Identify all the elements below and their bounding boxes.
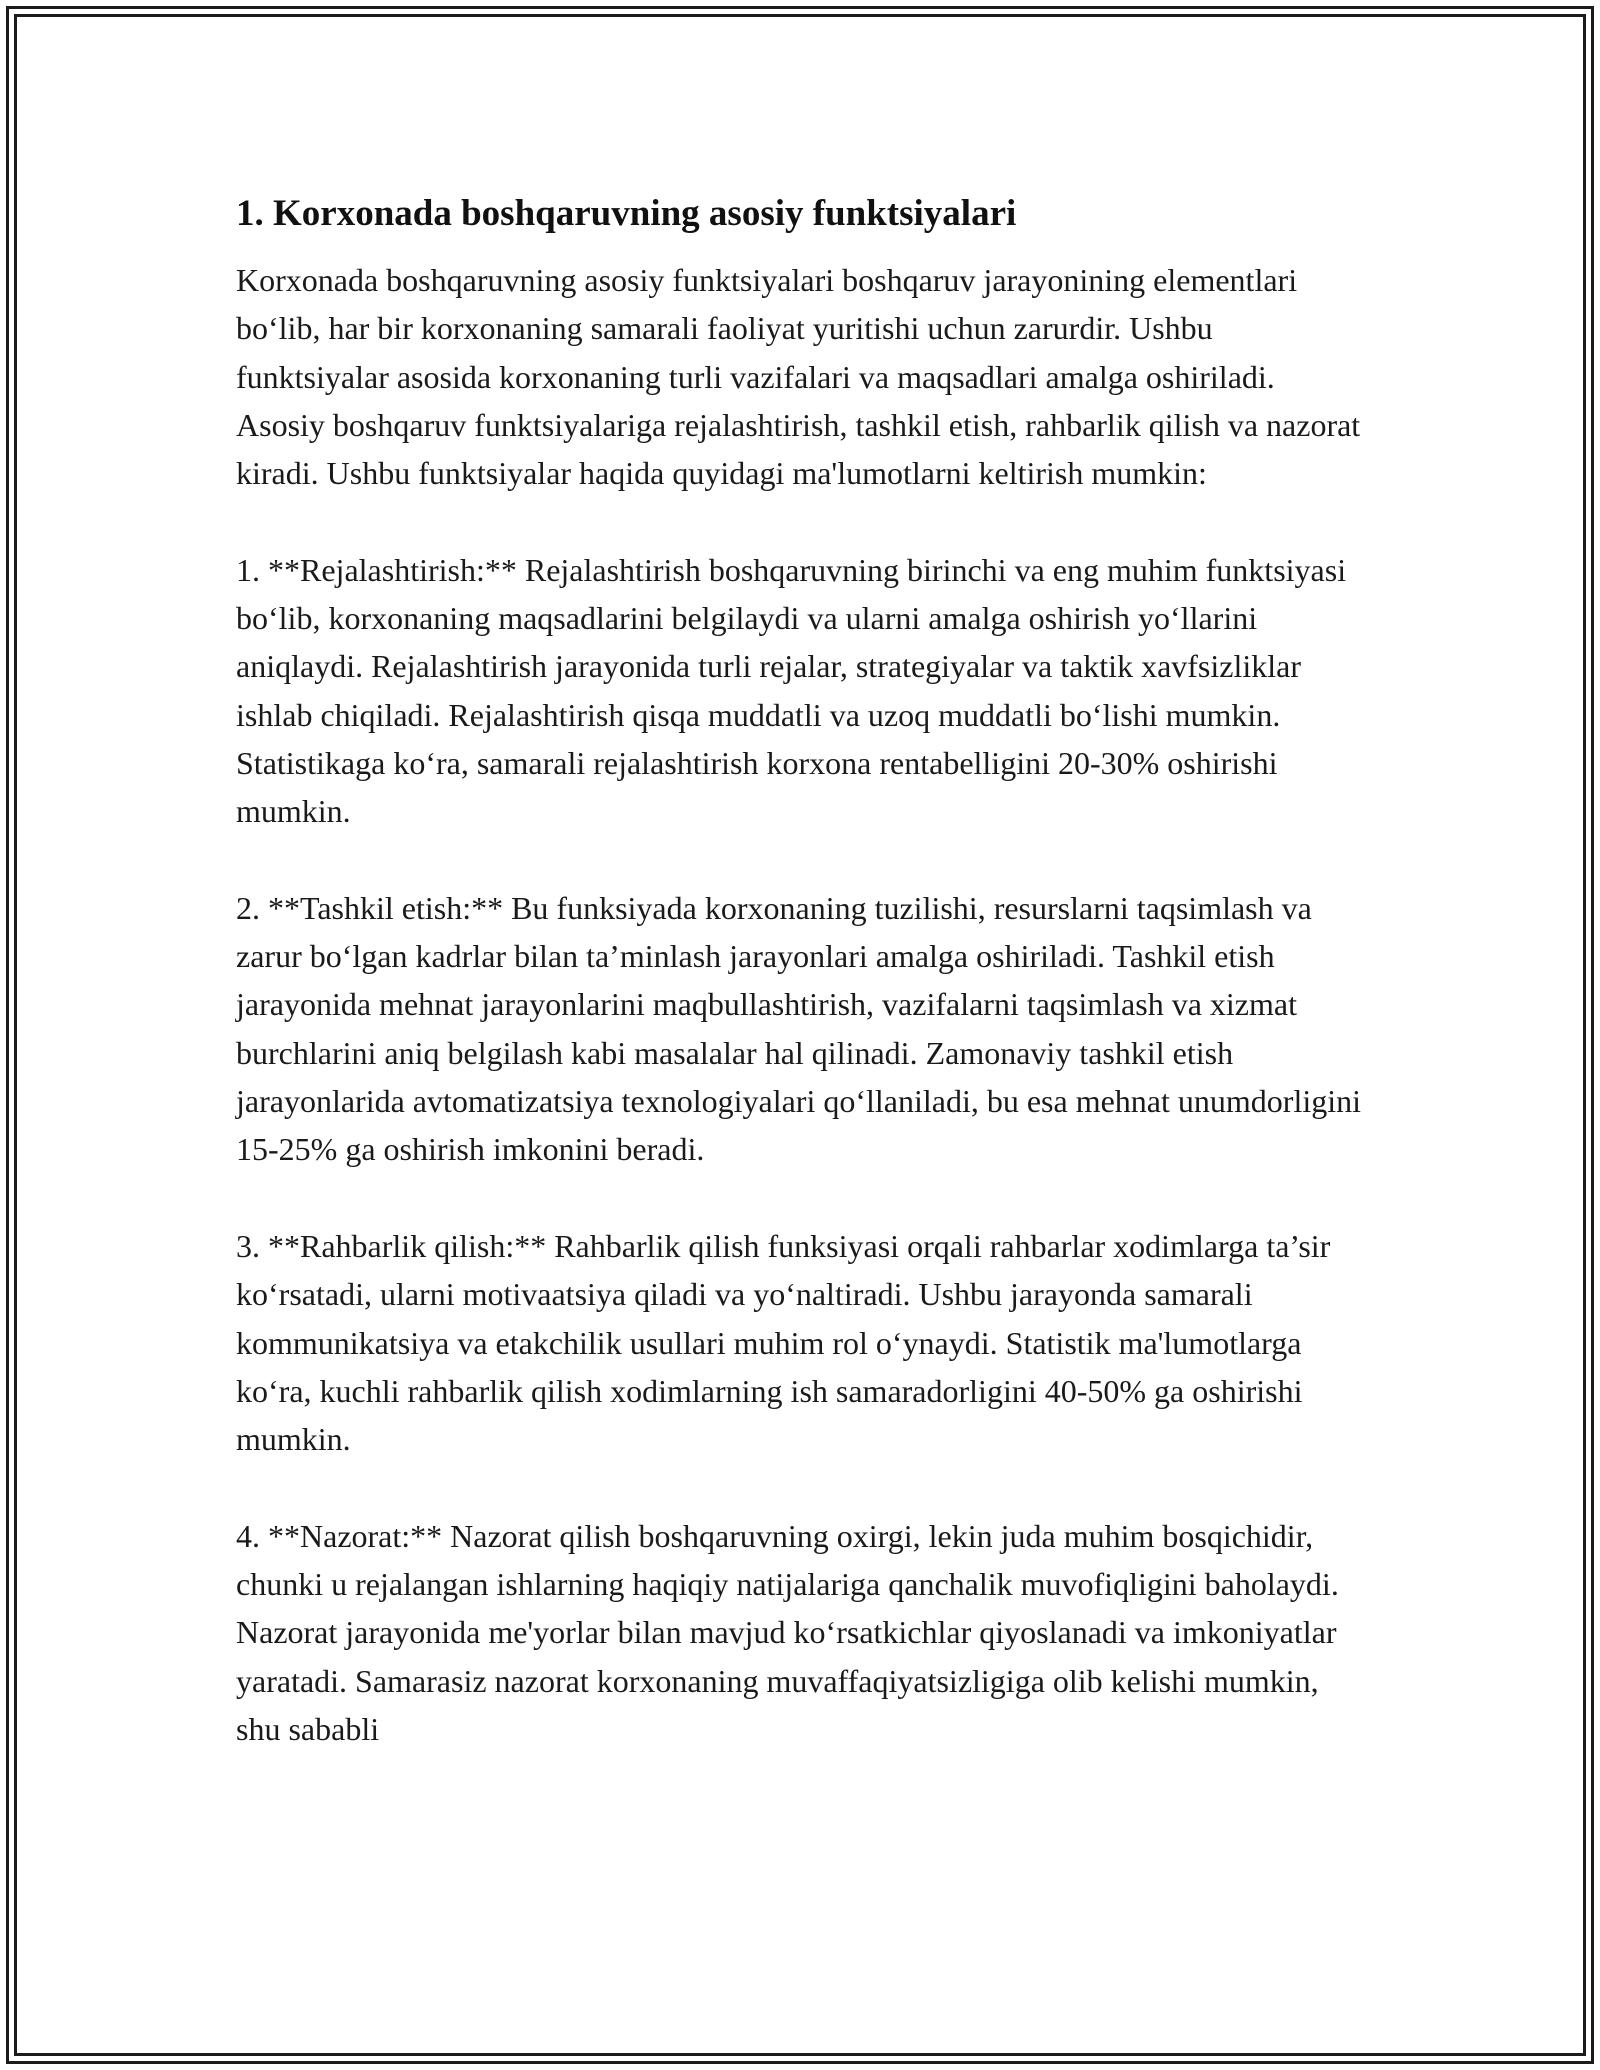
section-heading: 1. Korxonada boshqaruvning asosiy funktsiyalari (236, 193, 1017, 234)
organizing-paragraph: 2. **Tashkil etish:** Bu funksiyada korxonaning tuzilishi, resurslarni taqsimlash va zarur bo‘lgan kadrlar bilan ta’minlash jarayonlari amalga oshiriladi. Tashkil etish jarayonida mehnat jarayonlarini maqbullashtirish, vazifalarni taqsimlash va xizmat burchlarini aniq belgilash kabi masalalar hal qilinadi. Zamonaviy tashkil etish jarayonlarida avtomatizatsiya texnologiyalari qo‘llaniladi, bu esa mehnat unumdorligini 15-25% ga oshirish imkonini beradi. (236, 889, 1361, 1168)
planning-paragraph: 1. **Rejalashtirish:** Rejalashtirish boshqaruvning birinchi va eng muhim funktsiyasi bo‘lib, korxonaning maqsadlarini belgilaydi va ularni amalga oshirish yo‘llarini aniqlaydi. Rejalashtirish jarayonida turli rejalar, strategiyalar va taktik xavfsizliklar ishlab chiqiladi. Rejalashtirish qisqa muddatli va uzoq muddatli bo‘lishi mumkin. Statistikaga ko‘ra, samarali rejalashtirish korxona rentabelligini 20-30% oshirishi mumkin. (236, 551, 1347, 830)
document-body (236, 186, 1366, 1753)
intro-paragraph: Korxonada boshqaruvning asosiy funktsiyalari boshqaruv jarayonining elementlari bo‘lib, har bir korxonaning samarali faoliyat yuritishi uchun zarurdir. Ushbu funktsiyalar asosida korxonaning turli vazifalari va maqsadlari amalga oshiriladi. Asosiy boshqaruv funktsiyalariga rejalashtirish, tashkil etish, rahbarlik qilish va nazorat kiradi. Ushbu funktsiyalar haqida quyidagi ma'lumotlarni keltirish mumkin: (236, 262, 1361, 492)
control-paragraph: 4. **Nazorat:** Nazorat qilish boshqaruvning oxirgi, lekin juda muhim bosqichidir, chunki u rejalangan ishlarning haqiqiy natijalariga qanchalik muvofiqligini baholaydi. Nazorat jarayonida me'yorlar bilan mavjud ko‘rsatkichlar qiyoslanadi va imkoniyatlar yaratadi. Samarasiz nazorat korxonaning muvaffaqiyatsizligiga olib kelishi mumkin, shu sababli (236, 1517, 1339, 1747)
leading-paragraph: 3. **Rahbarlik qilish:** Rahbarlik qilish funksiyasi orqali rahbarlar xodimlarga ta’sir ko‘rsatadi, ularni motivaatsiya qiladi va yo‘naltiradi. Ushbu jarayonda samarali kommunikatsiya va etakchilik usullari muhim rol o‘ynaydi. Statistik ma'lumotlarga ko‘ra, kuchli rahbarlik qilish xodimlarning ish samaradorligini 40-50% ga oshirishi mumkin. (236, 1227, 1331, 1458)
